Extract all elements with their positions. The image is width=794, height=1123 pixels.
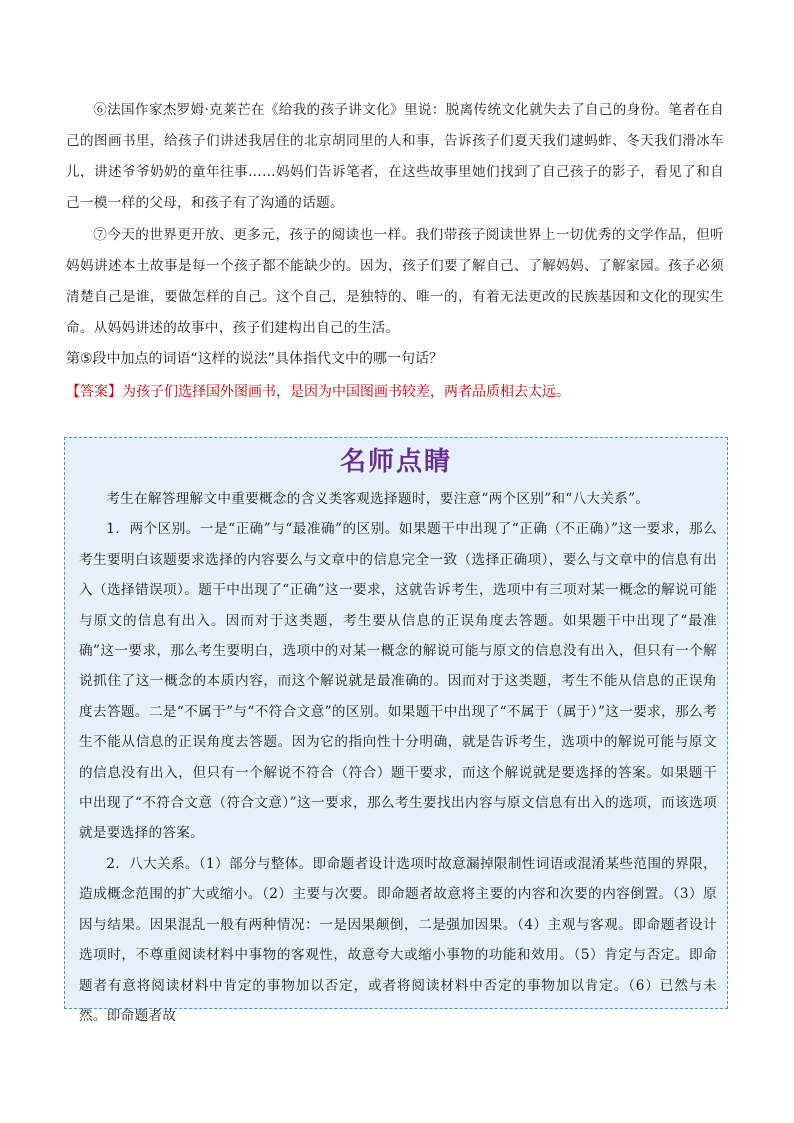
teacher-tip-box [64, 437, 728, 1024]
tip-box-body [79, 484, 717, 1031]
tip-intro-paragraph: 考生在解答理解文中重要概念的含义类客观选择题时，要注意“两个区别”和“八大关系”。 [106, 491, 650, 507]
passage-paragraph-7: ⑦今天的世界更开放、更多元，孩子的阅读也一样。我们带孩子阅读世界上一切优秀的文学作品，但听妈妈讲述本土故事是每一个孩子都不能缺少的。因为，孩子们要了解自己、了解妈妈、了解家园。孩子必须清楚自己是谁，要做怎样的自己。这个自己，是独特的、唯一的，有着无法更改的民族基因和文化的现实生命。从妈妈讲述的故事中，孩子们建构出自己的生活。 [66, 227, 724, 336]
question-text: 第⑤段中加点的词语“这样的说法”具体指代文中的哪一句话？ [66, 351, 444, 367]
tip-eight-relations-paragraph: 2．八大关系。（1）部分与整体。即命题者设计选项时故意漏掉限制性词语或混淆某些范围的界限，造成概念范围的扩大或缩小。（2）主要与次要。即命题者故意将主要的内容和次要的内容倒置。（3）原因与结果。因果混乱一般有两种情况：一是因果颠倒，二是强加因果。（4）主观与客观。即命题者设计选项时，不尊重阅读材料中事物的客观性，故意夸大或缩小事物的功能和效用。（5）肯定与否定。即命题者有意将阅读材料中肯定的事物加以否定，或者将阅读材料中否定的事物加以肯定。（6）已然与未然。即命题者故 [79, 855, 717, 1024]
passage-paragraph-6: ⑥法国作家杰罗姆·克莱芒在《给我的孩子讲文化》里说：脱离传统文化就失去了自己的身份。笔者在自己的图画书里，给孩子们讲述我居住的北京胡同里的人和事，告诉孩子们夏天我们逮蚂蚱、冬天我们滑冰车儿，讲述爷爷奶奶的童年往事……妈妈们告诉笔者，在这些故事里她们找到了自己孩子的影子，看见了和自己一模一样的父母，和孩子有了沟通的话题。 [66, 102, 724, 211]
tip-two-differences-paragraph: 1．两个区别。一是“正确”与“最准确”的区别。如果题干中出现了“正确（不正确）”这一要求，那么考生要明白该题要求选择的内容要么与文章中的信息完全一致（选择正确项），要么与文章中的信息有出入（选择错误项）。题干中出现了“正确”这一要求，这就告诉考生，选项中有三项对某一概念的解说可能与原文的信息有出入。因而对于这类题，考生要从信息的正误角度去答题。如果题干中出现了“最准确”这一要求，那么考生要明白，选项中的对某一概念的解说可能与原文的信息没有出入，但只有一个解说抓住了这一概念的本质内容，而这个解说就是最准确的。因而对于这类题，考生不能从信息的正误角度去答题。二是“不属于”与“不符合文意”的区别。如果题干中出现了“不属于（属于）”这一要求，那么考生不能从信息的正误角度去答题。因为它的指向性十分明确，就是告诉考生，选项中的解说可能与原文的信息没有出入，但只有一个解说不符合（符合）题干要求，而这个解说就是要选择的答案。如果题干中出现了“不符合文意（符合文意）”这一要求，那么考生要找出内容与原文信息有出入的选项，而该选项就是要选择的答案。 [79, 521, 717, 842]
answer-text: 【答案】为孩子们选择国外图画书，是因为中国图画书较差，两者品质相去太远。 [66, 384, 570, 400]
tip-box-title: 名师点睛 [339, 447, 452, 477]
